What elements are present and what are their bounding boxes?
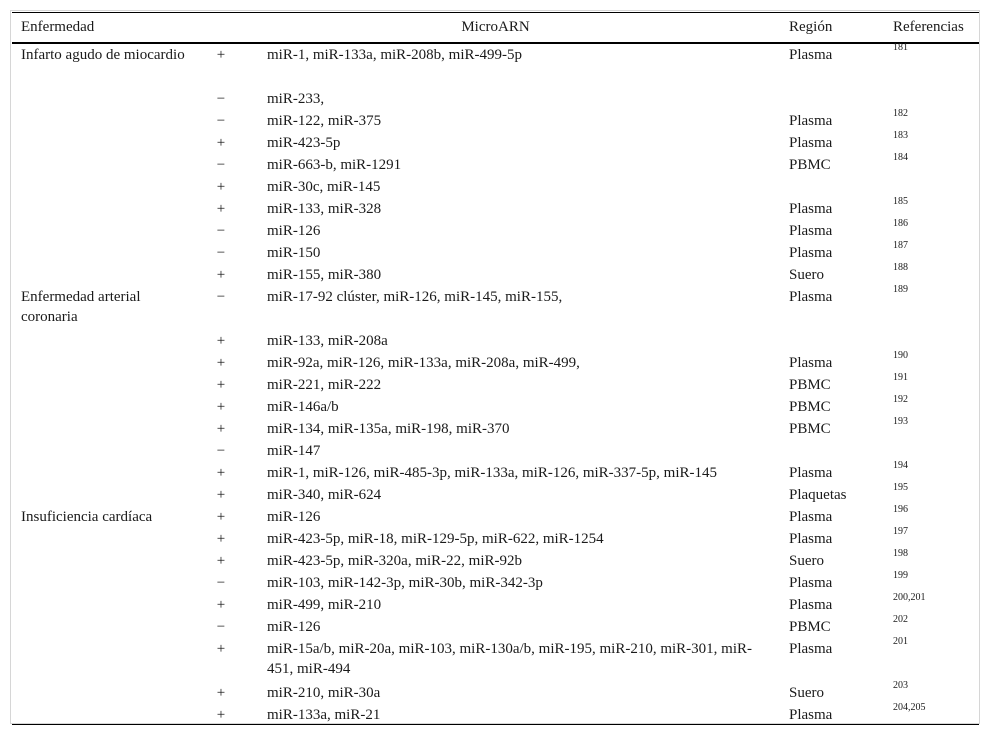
mirna-cell: miR-133, miR-328 <box>267 201 382 217</box>
mirna-cell: miR-499, miR-210 <box>267 597 382 613</box>
region-cell: Plaquetas <box>789 487 847 503</box>
regulation-sign: + <box>216 399 226 415</box>
mirna-cell: miR-103, miR-142-3p, miR-30b, miR-342-3p <box>267 575 543 591</box>
region-cell: Plasma <box>789 201 833 217</box>
mirna-cell: miR-147 <box>267 443 321 459</box>
regulation-sign: − <box>216 443 226 459</box>
region-cell: Plasma <box>789 465 833 481</box>
regulation-sign: + <box>216 421 226 437</box>
region-cell: Plasma <box>789 707 833 723</box>
reference-cell: 190 <box>893 350 908 361</box>
disease-cell: Enfermedad arterial coronaria <box>21 289 141 325</box>
reference-cell: 181 <box>893 42 908 53</box>
region-cell: Plasma <box>789 531 833 547</box>
regulation-sign: + <box>216 509 226 525</box>
region-cell: Plasma <box>789 575 833 591</box>
header-disease: Enfermedad <box>21 19 95 35</box>
mirna-cell: miR-233, <box>267 91 325 107</box>
region-cell: PBMC <box>789 157 831 173</box>
region-cell: PBMC <box>789 399 831 415</box>
regulation-sign: + <box>216 707 226 723</box>
regulation-sign: − <box>216 619 226 635</box>
regulation-sign: + <box>216 377 226 393</box>
regulation-sign: + <box>216 487 226 503</box>
mirna-cell: miR-663-b, miR-1291 <box>267 157 402 173</box>
regulation-sign: + <box>216 135 226 151</box>
mirna-cell: miR-423-5p, miR-320a, miR-22, miR-92b <box>267 553 522 569</box>
mirna-cell: miR-150 <box>267 245 321 261</box>
region-cell: Suero <box>789 685 824 701</box>
regulation-sign: + <box>216 179 226 195</box>
mirna-cell: miR-146a/b <box>267 399 339 415</box>
reference-cell: 189 <box>893 284 908 295</box>
header-region: Región <box>789 19 833 35</box>
reference-cell: 188 <box>893 262 908 273</box>
regulation-sign: − <box>216 575 226 591</box>
region-cell: Suero <box>789 267 824 283</box>
mirna-cell: miR-155, miR-380 <box>267 267 382 283</box>
mirna-cell: miR-126 <box>267 619 321 635</box>
regulation-sign: − <box>216 113 226 129</box>
mirna-cell: miR-122, miR-375 <box>267 113 382 129</box>
reference-cell: 184 <box>893 152 908 163</box>
mirna-cell: miR-30c, miR-145 <box>267 179 381 195</box>
regulation-sign: + <box>216 47 226 63</box>
region-cell: Plasma <box>789 597 833 613</box>
mirna-cell: miR-126 <box>267 223 321 239</box>
table-bottom-rule <box>12 724 979 725</box>
region-cell: PBMC <box>789 377 831 393</box>
regulation-sign: + <box>216 201 226 217</box>
reference-cell: 191 <box>893 372 908 383</box>
table-top-rule <box>12 12 979 13</box>
reference-cell: 204,205 <box>893 702 926 713</box>
mirna-cell: miR-210, miR-30a <box>267 685 381 701</box>
region-cell: PBMC <box>789 421 831 437</box>
reference-cell: 194 <box>893 460 908 471</box>
region-cell: Plasma <box>789 223 833 239</box>
region-cell: PBMC <box>789 619 831 635</box>
regulation-sign: − <box>216 223 226 239</box>
regulation-sign: + <box>216 641 226 657</box>
region-cell: Plasma <box>789 641 833 657</box>
reference-cell: 185 <box>893 196 908 207</box>
reference-cell: 192 <box>893 394 908 405</box>
reference-cell: 197 <box>893 526 908 537</box>
regulation-sign: + <box>216 465 226 481</box>
reference-cell: 200,201 <box>893 592 926 603</box>
mirna-cell: miR-340, miR-624 <box>267 487 382 503</box>
reference-cell: 187 <box>893 240 908 251</box>
region-cell: Suero <box>789 553 824 569</box>
mirna-cell: miR-134, miR-135a, miR-198, miR-370 <box>267 421 510 437</box>
mirna-cell: miR-15a/b, miR-20a, miR-103, miR-130a/b, miR-195, miR-210, miR-301, miR-451, miR-494 <box>267 641 752 677</box>
regulation-sign: + <box>216 553 226 569</box>
mirna-cell: miR-1, miR-133a, miR-208b, miR-499-5p <box>267 47 522 63</box>
reference-cell: 196 <box>893 504 908 515</box>
regulation-sign: − <box>216 157 226 173</box>
regulation-sign: + <box>216 597 226 613</box>
regulation-sign: + <box>216 685 226 701</box>
header-references: Referencias <box>893 19 964 35</box>
regulation-sign: + <box>216 333 226 349</box>
regulation-sign: + <box>216 355 226 371</box>
reference-cell: 182 <box>893 108 908 119</box>
reference-cell: 199 <box>893 570 908 581</box>
mirna-cell: miR-133, miR-208a <box>267 333 388 349</box>
mirna-cell: miR-423-5p <box>267 135 341 151</box>
disease-cell: Infarto agudo de miocardio <box>21 47 185 63</box>
mirna-cell: miR-423-5p, miR-18, miR-129-5p, miR-622, miR-1254 <box>267 531 604 547</box>
region-cell: Plasma <box>789 135 833 151</box>
region-cell: Plasma <box>789 113 833 129</box>
mirna-cell: miR-221, miR-222 <box>267 377 382 393</box>
regulation-sign: − <box>216 289 226 305</box>
header-mirna: MicroARN <box>461 19 530 35</box>
reference-cell: 201 <box>893 636 908 647</box>
reference-cell: 183 <box>893 130 908 141</box>
reference-cell: 186 <box>893 218 908 229</box>
reference-cell: 193 <box>893 416 908 427</box>
reference-cell: 203 <box>893 680 908 691</box>
reference-cell: 198 <box>893 548 908 559</box>
regulation-sign: − <box>216 91 226 107</box>
region-cell: Plasma <box>789 47 833 63</box>
region-cell: Plasma <box>789 289 833 305</box>
reference-cell: 202 <box>893 614 908 625</box>
header-rule <box>12 42 979 44</box>
regulation-sign: − <box>216 245 226 261</box>
region-cell: Plasma <box>789 245 833 261</box>
mirna-cell: miR-126 <box>267 509 321 525</box>
mirna-cell: miR-1, miR-126, miR-485-3p, miR-133a, miR-126, miR-337-5p, miR-145 <box>267 465 717 481</box>
mirna-cell: miR-133a, miR-21 <box>267 707 381 723</box>
mirna-cell: miR-17-92 clúster, miR-126, miR-145, miR-155, <box>267 289 563 305</box>
reference-cell: 195 <box>893 482 908 493</box>
regulation-sign: + <box>216 531 226 547</box>
disease-cell: Insuficiencia cardíaca <box>21 509 153 525</box>
regulation-sign: + <box>216 267 226 283</box>
region-cell: Plasma <box>789 355 833 371</box>
mirna-cell: miR-92a, miR-126, miR-133a, miR-208a, miR-499, <box>267 355 580 371</box>
region-cell: Plasma <box>789 509 833 525</box>
